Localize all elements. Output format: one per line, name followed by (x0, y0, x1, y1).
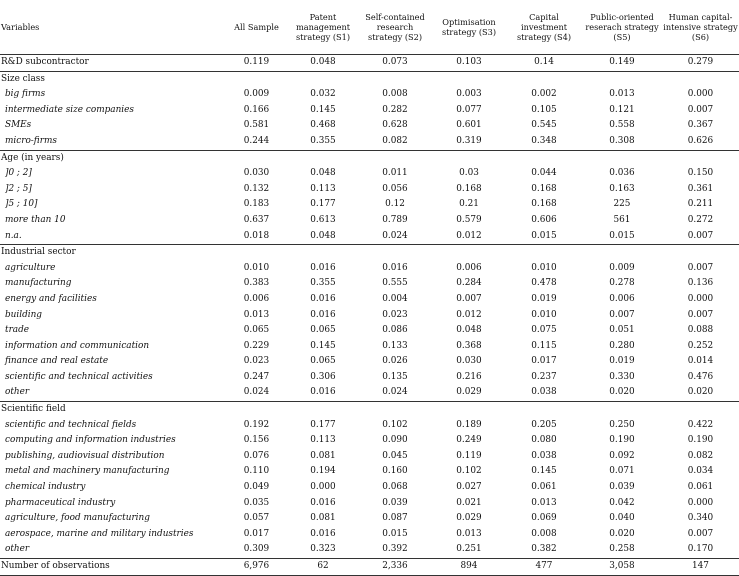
cell-value: 0.081 (310, 450, 336, 461)
cell-value: 0.136 (687, 278, 714, 289)
header-s4: Capital investment strategy (S4) (506, 0, 582, 55)
cell-value: 0.030 (456, 356, 482, 367)
cell-value: 0.145 (531, 466, 557, 477)
cell-value: 0.250 (609, 419, 635, 430)
cell-value: 0.010 (531, 309, 557, 320)
row-label: agriculture (5, 262, 56, 273)
cell-value: 0.280 (609, 340, 635, 351)
cell-value: 0.330 (609, 371, 635, 382)
cell-value: 0.555 (382, 278, 408, 289)
cell-value: 0.102 (456, 466, 482, 477)
cell-value: 0.306 (310, 371, 336, 382)
cell-value: 0.113 (310, 435, 336, 446)
cell-value: 0.071 (609, 466, 635, 477)
cell-value: 0.361 (687, 183, 714, 194)
row-label: aerospace, marine and military industries (5, 528, 194, 539)
cell-value: 0.065 (243, 325, 270, 336)
cell-value: 0.012 (456, 309, 482, 320)
cell-value: 0.032 (310, 89, 336, 100)
cell-value: 0.065 (310, 356, 336, 367)
cell-value: 0.478 (531, 278, 557, 289)
cell-value: 0.14 (506, 55, 582, 72)
cell-value: 2,336 (358, 559, 432, 576)
cell-value: 0.016 (310, 497, 336, 508)
row-label: finance and real estate (5, 356, 109, 367)
cell-value: 0.183 (243, 199, 270, 210)
cell-value: 0.048 (310, 168, 336, 179)
cell-value: 0.008 (531, 528, 557, 539)
cell-value: 0.422 (687, 419, 714, 430)
cell-value: 0.251 (432, 542, 506, 558)
table-row (0, 542, 739, 558)
cell-value: 0.024 (225, 385, 288, 401)
cell-value: 0.013 (243, 309, 270, 320)
header-s6: Human capital-intensive strategy (S6) (662, 0, 739, 55)
section-label: Industrial sector (1, 247, 76, 258)
table-row (0, 276, 739, 292)
cell-value: 0.278 (609, 278, 635, 289)
cell-value: 0.024 (358, 385, 432, 401)
section-label: Size class (1, 73, 45, 84)
cell-value: 0.558 (609, 120, 635, 131)
cell-value: 0.027 (456, 482, 482, 493)
row-label: ]5 ; 10] (5, 199, 38, 210)
cell-value: 0.613 (310, 214, 336, 225)
row-label: information and communication (5, 340, 150, 351)
table-row (0, 511, 739, 527)
section-row (0, 150, 739, 166)
cell-value: 0.190 (687, 435, 714, 446)
cell-value: 0.090 (382, 435, 408, 446)
cell-value: 0.103 (432, 55, 506, 72)
row-label: manufacturing (5, 278, 72, 289)
cell-value: 0.004 (382, 293, 408, 304)
cell-value: 0.110 (243, 466, 270, 477)
cell-value: 0.133 (382, 340, 408, 351)
row-label: building (5, 309, 42, 320)
cell-value: 0.189 (456, 419, 482, 430)
cell-value: 0.628 (382, 120, 408, 131)
cell-value: 0.048 (456, 325, 482, 336)
cell-value: 0.020 (609, 528, 635, 539)
cell-value: 0.007 (662, 229, 739, 245)
cell-value: 0.023 (243, 356, 270, 367)
table-row (0, 464, 739, 480)
section-row (0, 71, 739, 87)
cell-value: 0.168 (456, 183, 482, 194)
cell-value: 0.132 (243, 183, 270, 194)
cell-value: 0.087 (382, 513, 408, 524)
table-row (0, 323, 739, 339)
cell-value: 0.249 (456, 435, 482, 446)
table-row (0, 292, 739, 308)
row-label: chemical industry (5, 482, 86, 493)
header-s2: Self-contained research strategy (S2) (358, 0, 432, 55)
cell-value: 0.579 (456, 214, 482, 225)
row-label: ]0 ; 2] (5, 168, 32, 179)
cell-value: 0.007 (609, 309, 635, 320)
cell-value: 0.015 (506, 229, 582, 245)
section-row (0, 245, 739, 261)
cell-value: 0.016 (310, 262, 336, 273)
cell-value: 0.039 (609, 482, 635, 493)
cell-value: 0.026 (382, 356, 408, 367)
cell-value: 0.010 (531, 262, 557, 273)
cell-value: 0.383 (243, 278, 270, 289)
cell-value: 0.476 (687, 371, 714, 382)
cell-value: 0.367 (687, 120, 714, 131)
cell-value: 0.045 (382, 450, 408, 461)
cell-value: 0.258 (582, 542, 662, 558)
cell-value: 0.119 (456, 450, 482, 461)
cell-value: 0.061 (687, 482, 714, 493)
cell-value: 147 (662, 559, 739, 576)
cell-value: 0.017 (243, 528, 270, 539)
cell-value: 0.021 (456, 497, 482, 508)
cell-value: 0.081 (310, 513, 336, 524)
table-body (0, 55, 739, 576)
cell-value: 0.168 (531, 183, 557, 194)
cell-value: 0.092 (609, 450, 635, 461)
cell-value: 0.038 (506, 385, 582, 401)
cell-value: 0.068 (382, 482, 408, 493)
cell-value: 0.056 (382, 183, 408, 194)
cell-value: 0.606 (531, 214, 557, 225)
cell-value: 0.013 (456, 528, 482, 539)
cell-value: 0.115 (531, 340, 557, 351)
cell-value: 0.082 (687, 450, 714, 461)
cell-value: 0.014 (687, 356, 714, 367)
cell-value: 0.076 (243, 450, 270, 461)
cell-value: 0.272 (687, 214, 714, 225)
cell-value: 0.016 (288, 385, 358, 401)
cell-value: 0.012 (432, 229, 506, 245)
cell-value: 0.000 (687, 497, 714, 508)
cell-value: 0.077 (456, 104, 482, 115)
section-row (0, 402, 739, 418)
table-row (0, 527, 739, 543)
cell-value: 0.468 (310, 120, 336, 131)
cell-value: 0.382 (506, 542, 582, 558)
section-label: Age (in years) (1, 152, 64, 163)
cell-value: 0.789 (382, 214, 408, 225)
cell-value: 0.010 (243, 262, 270, 273)
cell-value: 0.113 (310, 183, 336, 194)
table-row (0, 166, 739, 182)
cell-value: 0.177 (310, 199, 336, 210)
cell-value: 0.105 (531, 104, 557, 115)
cell-value: 0.039 (382, 497, 408, 508)
cell-value: 0.12 (385, 199, 405, 210)
cell-value: 0.016 (382, 262, 408, 273)
table-row (0, 197, 739, 213)
cell-value: 0.020 (662, 385, 739, 401)
cell-value: 0.282 (382, 104, 408, 115)
cell-value: 0.034 (687, 466, 714, 477)
cell-value: 0.029 (456, 513, 482, 524)
cell-value: 0.003 (456, 89, 482, 100)
cell-value: 0.019 (609, 356, 635, 367)
row-label: ]2 ; 5] (5, 183, 32, 194)
cell-value: 0.029 (432, 385, 506, 401)
cell-value: 0.009 (243, 89, 270, 100)
cell-value: 0.194 (310, 466, 336, 477)
row-label: publishing, audiovisual distribution (5, 450, 165, 461)
cell-value: 0.023 (382, 309, 408, 320)
section-label: Scientific field (1, 404, 66, 415)
cell-value: 0.145 (310, 104, 336, 115)
cell-value: 0.279 (662, 55, 739, 72)
row-label: agriculture, food manufacturing (5, 513, 150, 524)
cell-value: 0.035 (243, 497, 270, 508)
cell-value: 0.007 (687, 104, 714, 115)
cell-value: 0.082 (358, 134, 432, 150)
cell-value: 0.007 (687, 262, 714, 273)
cell-value: 0.392 (358, 542, 432, 558)
cell-value: 0.015 (382, 528, 408, 539)
cell-value: 0.190 (609, 435, 635, 446)
cell-value: 0.156 (243, 435, 270, 446)
cell-value: 0.308 (582, 134, 662, 150)
cell-value: 0.340 (687, 513, 714, 524)
cell-value: 0.252 (687, 340, 714, 351)
cell-value: 0.088 (687, 325, 714, 336)
cell-value: 0.069 (531, 513, 557, 524)
cell-value: 0.016 (310, 309, 336, 320)
cell-value: 225 (613, 199, 631, 210)
cell-value: 0.244 (225, 134, 288, 150)
cell-value: 0.048 (288, 229, 358, 245)
cell-value: 0.102 (382, 419, 408, 430)
cell-value: 0.000 (687, 293, 714, 304)
cell-value: 0.192 (243, 419, 270, 430)
cell-value: 0.051 (609, 325, 635, 336)
cell-value: 0.149 (582, 55, 662, 72)
cell-value: 0.049 (243, 482, 270, 493)
cell-value: 0.061 (531, 482, 557, 493)
row-label: intermediate size companies (5, 104, 134, 115)
table-row (0, 449, 739, 465)
cell-value: 0.024 (358, 229, 432, 245)
cell-value: 0.013 (531, 497, 557, 508)
cell-value: 0.637 (243, 214, 270, 225)
cell-value: 0.002 (531, 89, 557, 100)
header-s3: Optimisation strategy (S3) (432, 0, 506, 55)
cell-value: 561 (613, 214, 631, 225)
cell-value: 0.065 (310, 325, 336, 336)
cell-value: 0.355 (310, 278, 336, 289)
row-label: more than 10 (5, 214, 66, 225)
row-label: R&D subcontractor (0, 55, 225, 72)
cell-value: 0.057 (243, 513, 270, 524)
cell-value: 0.007 (687, 528, 714, 539)
cell-value: 0.009 (609, 262, 635, 273)
cell-value: 0.166 (243, 104, 270, 115)
cell-value: 0.229 (243, 340, 270, 351)
cell-value: 0.309 (225, 542, 288, 558)
cell-value: 0.170 (662, 542, 739, 558)
table-row (0, 182, 739, 198)
table-row (0, 433, 739, 449)
cell-value: 0.016 (310, 528, 336, 539)
cell-value: 0.020 (582, 385, 662, 401)
cell-value: 0.042 (609, 497, 635, 508)
cell-value: 0.163 (609, 183, 635, 194)
table-row (0, 354, 739, 370)
header-s5: Public-oriented reserach strategy (S5) (582, 0, 662, 55)
cell-value: 0.000 (687, 89, 714, 100)
cell-value: 0.119 (225, 55, 288, 72)
cell-value: 0.160 (382, 466, 408, 477)
table-row (0, 370, 739, 386)
table-row (0, 87, 739, 103)
row-label: metal and machinery manufacturing (5, 466, 170, 477)
cell-value: 0.038 (531, 450, 557, 461)
row-label: big firms (5, 89, 46, 100)
table-row (0, 213, 739, 229)
row-label: pharmaceutical industry (5, 497, 116, 508)
table-row (0, 103, 739, 119)
row-label: other (0, 385, 225, 401)
cell-value: 0.015 (582, 229, 662, 245)
cell-value: 0.075 (531, 325, 557, 336)
cell-value: 0.319 (432, 134, 506, 150)
cell-value: 0.086 (382, 325, 408, 336)
cell-value: 0.018 (225, 229, 288, 245)
table-row (0, 55, 739, 72)
table-row (0, 261, 739, 277)
cell-value: 62 (288, 559, 358, 576)
header-all-sample: All Sample (225, 0, 288, 55)
cell-value: 0.247 (243, 371, 270, 382)
cell-value: 0.073 (358, 55, 432, 72)
cell-value: 0.007 (456, 293, 482, 304)
cell-value: 0.211 (687, 199, 714, 210)
row-label: SMEs (5, 120, 32, 131)
cell-value: 0.019 (531, 293, 557, 304)
cell-value: 0.21 (459, 199, 479, 210)
row-label: Number of observations (0, 559, 225, 576)
cell-value: 0.080 (531, 435, 557, 446)
row-label: scientific and technical activities (5, 371, 153, 382)
cell-value: 0.048 (288, 55, 358, 72)
table-row (0, 385, 739, 401)
cell-value: 0.205 (531, 419, 557, 430)
cell-value: 3,058 (582, 559, 662, 576)
cell-value: 0.135 (382, 371, 408, 382)
row-label: computing and information industries (5, 435, 176, 446)
table-row (0, 229, 739, 245)
cell-value: 0.030 (243, 168, 270, 179)
cell-value: 0.348 (506, 134, 582, 150)
cell-value: 0.011 (382, 168, 408, 179)
header-variables: Variables (0, 0, 225, 55)
cell-value: 0.626 (662, 134, 739, 150)
table-row (0, 480, 739, 496)
table-row (0, 118, 739, 134)
cell-value: 0.007 (687, 309, 714, 320)
cell-value: 0.150 (687, 168, 714, 179)
cell-value: 477 (506, 559, 582, 576)
cell-value: 0.216 (456, 371, 482, 382)
cell-value: 0.121 (609, 104, 635, 115)
cell-value: 0.145 (310, 340, 336, 351)
table-row (0, 418, 739, 434)
cell-value: 0.006 (243, 293, 270, 304)
cell-value: 0.008 (382, 89, 408, 100)
cell-value: 0.017 (531, 356, 557, 367)
cell-value: 0.000 (310, 482, 336, 493)
row-label: micro-firms (0, 134, 225, 150)
table-row (0, 134, 739, 150)
cell-value: 0.323 (288, 542, 358, 558)
row-label: scientific and technical fields (5, 419, 137, 430)
cell-value: 0.044 (531, 168, 557, 179)
cell-value: 6,976 (225, 559, 288, 576)
header-s1: Patent management strategy (S1) (288, 0, 358, 55)
cell-value: 0.013 (609, 89, 635, 100)
table-header-row (0, 0, 739, 55)
table-row (0, 559, 739, 576)
cell-value: 0.545 (531, 120, 557, 131)
cell-value: 0.284 (456, 278, 482, 289)
cell-value: 0.601 (456, 120, 482, 131)
row-label: energy and facilities (5, 293, 97, 304)
table-row (0, 308, 739, 324)
table-row (0, 339, 739, 355)
cell-value: 0.03 (459, 168, 479, 179)
cell-value: 0.368 (456, 340, 482, 351)
cell-value: 0.581 (243, 120, 270, 131)
cell-value: 0.237 (531, 371, 557, 382)
cell-value: 894 (432, 559, 506, 576)
row-label: other (0, 542, 225, 558)
cell-value: 0.177 (310, 419, 336, 430)
cell-value: 0.040 (609, 513, 635, 524)
table-row (0, 496, 739, 512)
cell-value: 0.036 (609, 168, 635, 179)
cell-value: 0.168 (531, 199, 557, 210)
cell-value: 0.355 (288, 134, 358, 150)
row-label: trade (5, 325, 30, 336)
cell-value: 0.006 (456, 262, 482, 273)
cell-value: 0.006 (609, 293, 635, 304)
cell-value: 0.016 (310, 293, 336, 304)
row-label: n.a. (0, 229, 225, 245)
